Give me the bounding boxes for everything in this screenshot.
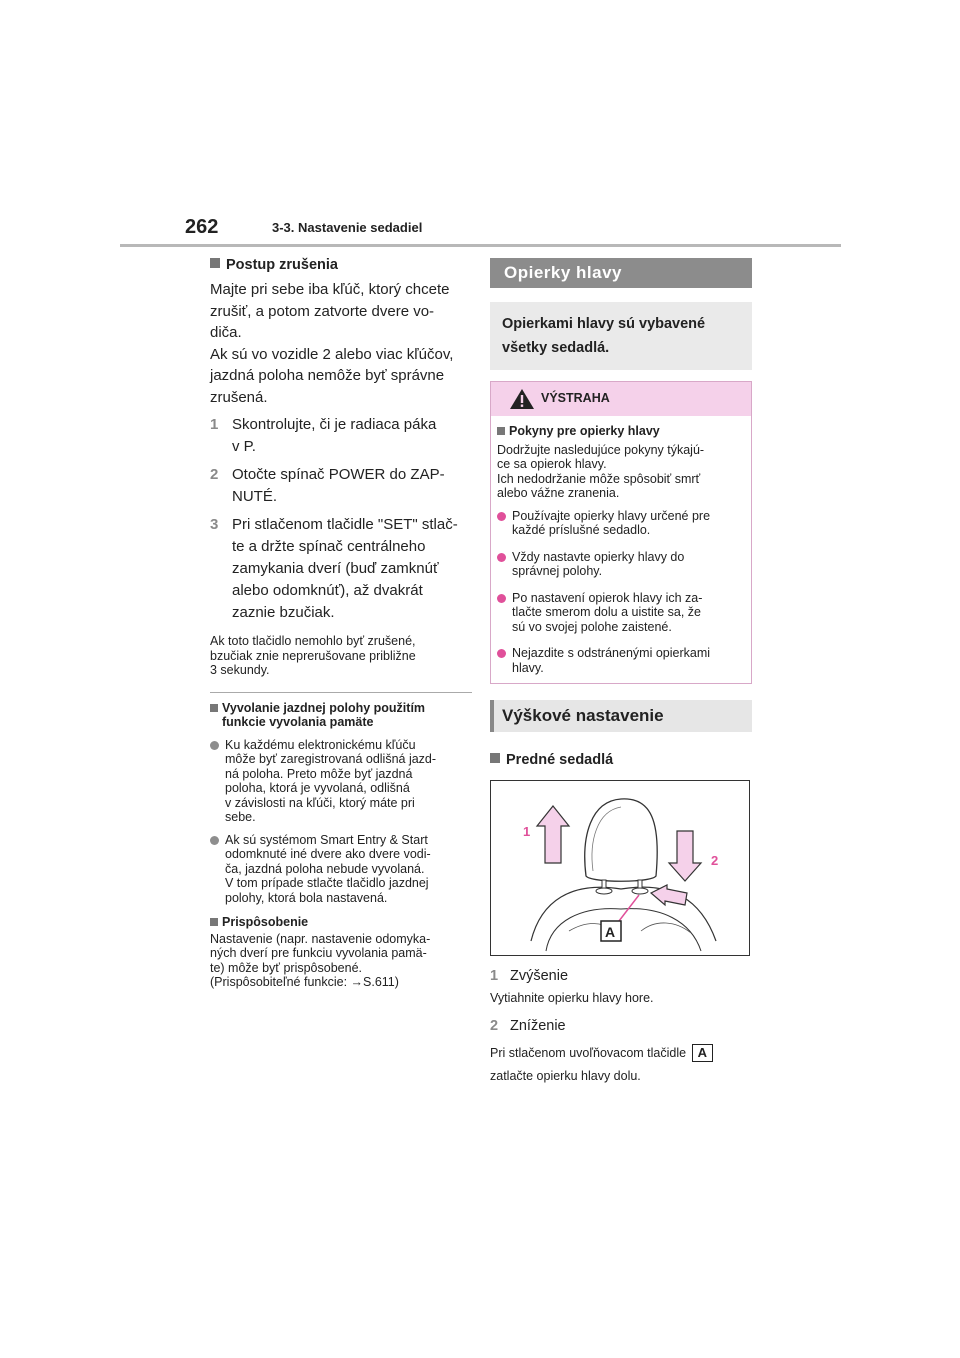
list-item: Používajte opierky hlavy určené pre každé príslušné sedadlo.	[497, 509, 745, 538]
warning-label: VÝSTRAHA	[541, 391, 610, 405]
intro-box: Opierkami hlavy sú vybavené všetky sedadlá.	[490, 302, 752, 370]
warning-triangle-icon	[509, 388, 535, 410]
warning-body	[491, 416, 751, 683]
warning-heading: Pokyny pre opierky hlavy	[497, 424, 745, 439]
warning-header	[491, 382, 751, 416]
list-item: Vždy nastavte opierky hlavy do správnej polohy.	[497, 550, 745, 579]
headrest-illustration	[491, 781, 749, 955]
custom-heading: Prispôsobenie	[210, 915, 472, 930]
square-bullet-icon	[497, 427, 505, 435]
circle-bullet-icon	[497, 594, 506, 603]
recall-heading: Vyvolanie jazdnej polohy použitím funkcie vyvolania pamäte	[210, 701, 472, 730]
caption-note-2: Pri stlačenom uvoľňovacom tlačidle A	[490, 1044, 752, 1062]
caption-note-2b: zatlačte opierku hlavy dolu.	[490, 1069, 641, 1083]
warning-text: Dodržujte nasledujúce pokyny týkajú- ce sa opierok hlavy. Ich nedodržanie môže spôsobiť smrť alebo vážne zranenia.	[497, 442, 705, 500]
list-item: Po nastavení opierok hlavy ich za- tlačte smerom dolu a uistite sa, že sú vo svojej polohe zaistené.	[497, 591, 745, 635]
step-3: 3 Pri stlačenom tlačidle "SET" stlač- te a držte spínač centrálneho zamykania dverí (buď zamknúť alebo odomknúť), až dvakrát zaznie bzučiak.	[210, 516, 458, 621]
header-rule	[120, 244, 841, 247]
right-column	[490, 258, 752, 1084]
front-seats-heading: Predné sedadlá	[490, 752, 752, 768]
headrest-figure	[490, 780, 750, 956]
label-a-box: A	[692, 1044, 713, 1062]
square-bullet-icon	[210, 704, 218, 712]
warning-box	[490, 381, 752, 684]
step-2: 2 Otočte spínač POWER do ZAP- NUTÉ.	[210, 466, 445, 505]
caption-note-1: Vytiahnite opierku hlavy hore.	[490, 991, 654, 1005]
caption-step-2: 2 Zníženie	[490, 1018, 566, 1034]
page-number: 262	[185, 216, 219, 238]
square-bullet-icon	[490, 753, 500, 763]
label-two: 2	[711, 853, 719, 868]
step-1: 1 Skontrolujte, či je radiaca páka v P.	[210, 416, 437, 455]
custom-body: Nastavenie (napr. nastavenie odomyka- ných dverí pre funkciu vyvolania pamä- te) môže byť prispôsobené. (Prispôsobiteľné funkcie: →S.611)	[210, 931, 431, 989]
label-a: A	[605, 924, 616, 940]
circle-bullet-icon	[210, 836, 219, 845]
square-bullet-icon	[210, 258, 220, 268]
label-one: 1	[523, 824, 531, 839]
circle-bullet-icon	[497, 512, 506, 521]
list-item: Nejazdite s odstránenými opierkami hlavy.	[497, 646, 745, 675]
section-heading-height: Výškové nastavenie	[490, 700, 752, 732]
list-item: Ku každému elektronickému kľúču môže byť zaregistrovaná odlišná jazd- ná poloha. Preto môže byť jazdná poloha, ktorá je vyvolaná, odlišná v závislosti na kľúči, ktorý máte pri sebe.	[210, 738, 472, 825]
left-column	[210, 253, 472, 990]
square-bullet-icon	[210, 918, 218, 926]
buzzer-note: Ak toto tlačidlo nemohlo byť zrušené, bzučiak znie neprerušovane približne 3 sekundy.	[210, 634, 416, 677]
cancel-body: Majte pri sebe iba kľúč, ktorý chcete zrušiť, a potom zatvorte dvere vo- diča. Ak sú vo vozidle 2 alebo viac kľúčov, jazdná poloha nemôže byť správne zrušená.	[210, 281, 454, 406]
circle-bullet-icon	[210, 741, 219, 750]
section-heading-headrests: Opierky hlavy	[490, 258, 752, 288]
circle-bullet-icon	[497, 553, 506, 562]
cancel-heading: Postup zrušenia	[210, 257, 472, 273]
list-item: Ak sú systémom Smart Entry & Start odomknuté iné dvere ako dvere vodi- ča, jazdná poloha nebude vyvolaná. V tom prípade stlačte tlačidlo jazdnej polohy, ktorá bola nastavená.	[210, 833, 472, 906]
caption-step-1: 1 Zvýšenie	[490, 968, 569, 984]
divider	[210, 692, 472, 693]
section-title: 3-3. Nastavenie sedadiel	[272, 220, 423, 235]
circle-bullet-icon	[497, 649, 506, 658]
